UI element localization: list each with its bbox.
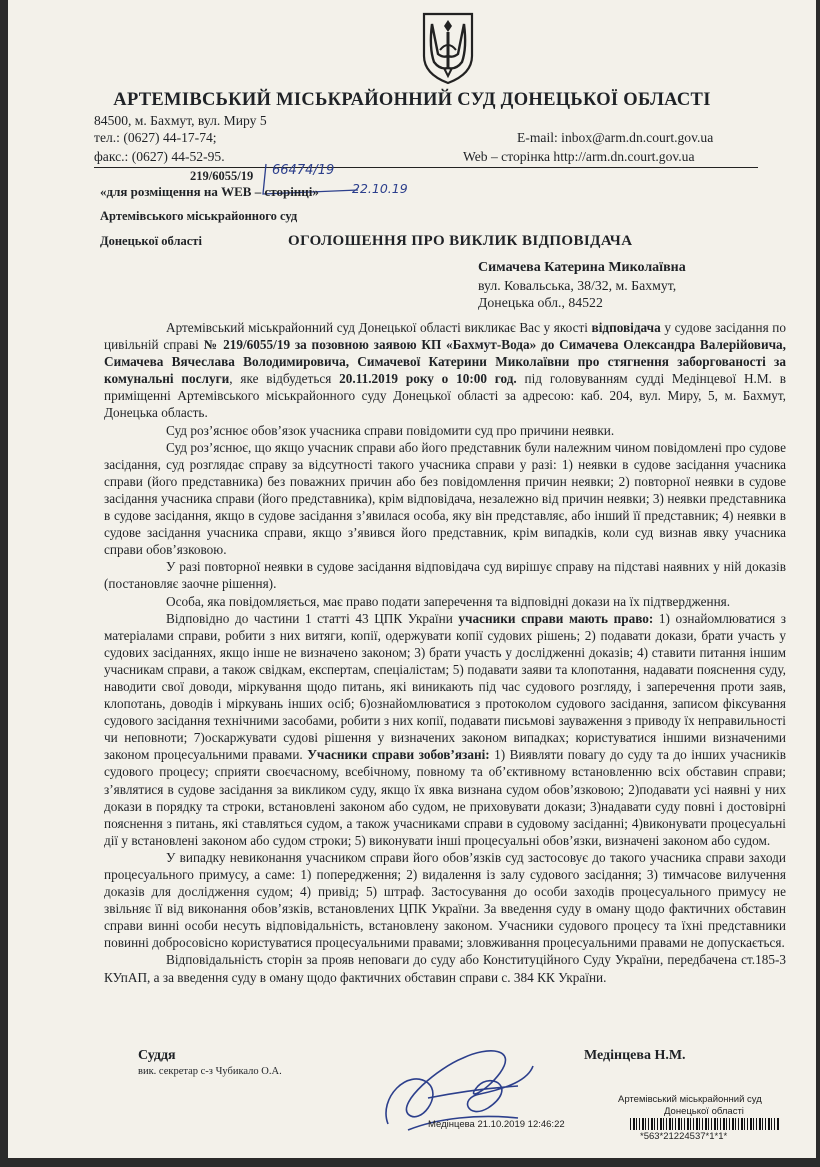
paragraph-absence-consequences: Суд роз’яснює, що якщо учасник справи або його представник були належним чином повідомлені про судове засідання, суд розглядає справу за відсутності такого учасника справи у разі: 1) неявки в судове засідання учасника справи (його представника) без поважних причин або без повідомлення причин неявки; 2) повторної неявки в судове засідання учасника справи (його представника), крім відповідача, незалежно від причин неявки; 3) неявки представника в судове засідання, якщо в судове засідання з’явилася особа, яку він представляє, або інший її представник; 4) неявки в судове засідання учасника справи, якщо з’явився його представник, крім випадків, коли суд визнав явку учасника справи обов’язковою. [104,439,786,558]
paragraph-repeated-absence: У разі повторної неявки в судове засідання відповідача суд вирішує справу на підставі наявних у ній доказів (постановляє заочне рішення). [104,559,786,592]
phone: тел.: (0627) 44-17-74; [94,130,217,145]
paragraph-coercive-measures: У випадку невиконання учасником справи його обов’язків суд застосовує до такого учасника справи заходи процесуального примусу, а саме: 1) попередження; 2) видалення із залу судового засідання; 3) тимчасове вилучення доказів для дослідження судом; 4) привід; 5) штраф. Застосування до особи заходів процесуального примусу не звільняє її від виконання обов’язків, встановлених ЦПК України. За введення суду в оману щодо фактичних обставин справи винні особи несуть відповідальність, встановлену законом. Учасники судового процесу та їхні представники повинні добросовісно користуватися процесуальними правами; зловживання процесуальними правами не допускається. [104,849,786,951]
fax: факс.: (0627) 44-52-95. [94,149,225,164]
paragraph-absence-duty: Суд роз’яснює обов’язок учасника справи повідомити суд про причини неявки. [166,422,615,438]
notice-body [104,319,786,986]
addressee-name: Симачева Катерина Миколаївна [478,260,686,275]
email: E-mail: inbox@arm.dn.court.gov.ua [517,130,714,145]
paragraph-rights-duties: Відповідно до частини 1 статті 43 ЦПК України учасники справи мають право: 1) ознайомлюватися з матеріалами справи, робити з них витяги, копії, одержувати копії судових рішень; 2) подавати докази, брати участь у судових засіданнях, якщо інше не визначено законом; 3) брати участь у дослідженні доказів; 4) ставити питання іншим учасникам справи, а також свідкам, експертам, спеціалістам; 5) подавати заяви та клопотання, надавати пояснення суду, наводити свої доводи, міркування щодо питань, які виникають під час судового розгляду, і заперечення проти заяв, клопотань, доводів і міркувань інших осіб; 6)ознайомлюватися з протоколом судового засідання, записом фіксування судового засідання технічними засобами, робити з них копії, подавати письмові зауваження з приводу їх неправильності чи неповноти; 7)оскаржувати судові рішення у визначених законом випадках; користуватися іншими визначеними законом процесуальними правами. Учасники справи зобов’язані: 1) Виявляти повагу до суду та до інших учасників судового процесу; сприяти своєчасному, всебічному, повному та об’єктивному встановленню всіх обставин справи; з’являтися в судове засідання за викликом суду, якщо їх явка визнана судом обов’язковою; 2)подавати усі наявні у них докази в порядку та строки, встановлені законом або судом, не приховувати докази; 3)надавати суду повні і достовірні пояснення з питань, які ставляться судом, а також учасниками справи в судовому засіданні; 4)виконувати процесуальні дії у встановлені законом або судом строки; 5) виконувати інші процесуальні обов’язки, визначені законом або судом. [104,610,787,848]
judge-name: Медінцева Н.М. [584,1048,686,1063]
stamp-court-line-2: Донецької області [664,1106,744,1117]
addressee-region: Донецька обл., 84522 [478,295,603,310]
barcode [630,1118,780,1130]
barcode-text: *563*21224537*1*1* [640,1131,728,1142]
web-note: «для розміщення на WEB – сторінці» [100,184,319,199]
paragraph-right-to-object: Особа, яка повідомляється, має право подати заперечення та відповідні докази на їх підтвердження. [166,593,731,609]
header-divider [94,167,758,168]
registration-stamp: Медінцева 21.10.2019 12:46:22 [428,1119,565,1130]
web-address: Web – сторінка http://arm.dn.court.gov.ua [463,149,695,164]
handwritten-date: 22.10.19 [352,181,408,196]
case-number: 219/6055/19 [190,169,254,183]
postal-address: 84500, м. Бахмут, вул. Миру 5 [94,113,267,128]
coat-of-arms-icon [420,10,476,86]
secretary-note: вик. секретар с-з Чубикало О.А. [138,1066,282,1077]
handwritten-ref: 66474/19 [272,163,335,178]
document-page [8,0,816,1158]
signature-role: Суддя [138,1048,176,1063]
sender-line-2: Донецької області [100,234,202,248]
paragraph-liability: Відповідальність сторін за прояв неповаги до суду або Конституційного Суду України, передбачена ст.185-3 КУпАП, а за введення суду в оману щодо фактичних обставин справи с. 384 КК України. [104,952,786,985]
paragraph-summons: Артемівський міськрайонний суд Донецької області викликає Вас у якості відповідача у судове засідання по цивільній справі № 219/6055/19 за позовною заявою КП «Бахмут-Вода» до Симачева Олександра Валерійовича, Симачева Вячеслава Володимировича, Симачевої Катерини Миколаївни про стягнення заборгованості за комунальні послуги, яке відбудеться 20.11.2019 року о 10:00 год. під головуванням судді Медінцевої Н.М. в приміщенні Артемівського міськрайонного суду Донецької області за адресою: каб. 204, вул. Миру, 5, м. Бахмут, Донецька область. [104,320,786,421]
sender-line-1: Артемівського міськрайонного суд [100,209,298,223]
stamp-court-line-1: Артемівський міськрайонний суд [618,1094,762,1105]
notice-title: ОГОЛОШЕННЯ ПРО ВИКЛИК ВІДПОВІДАЧА [288,233,633,249]
court-title: АРТЕМІВСЬКИЙ МІСЬКРАЙОННИЙ СУД ДОНЕЦЬКОЇ ОБЛАСТІ [113,90,711,110]
addressee-street: вул. Ковальська, 38/32, м. Бахмут, [478,278,677,293]
